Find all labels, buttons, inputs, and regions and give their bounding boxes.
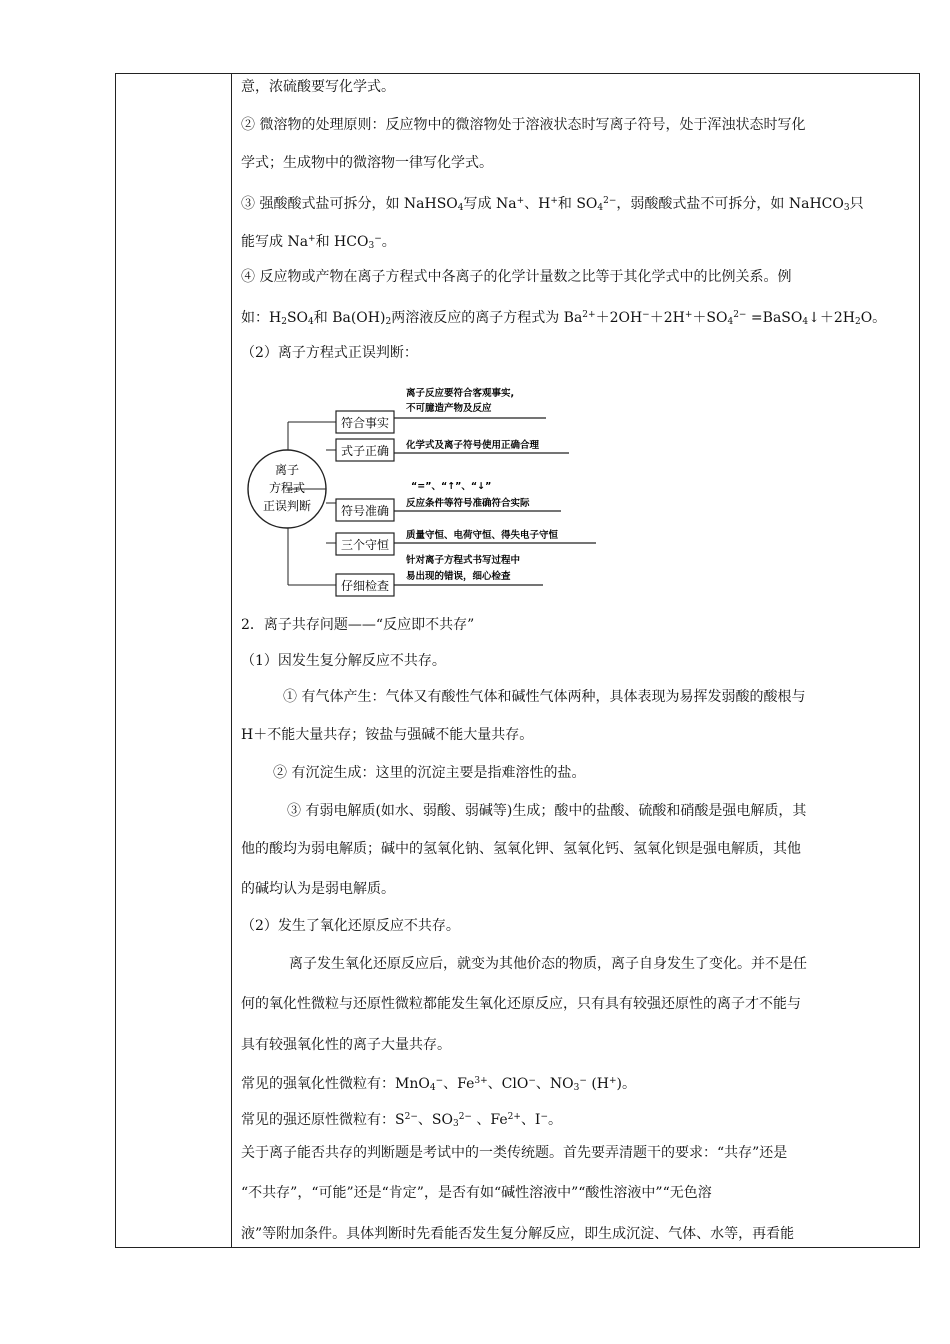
superscript: 2− bbox=[404, 1112, 418, 1122]
superscript: − bbox=[528, 1076, 536, 1086]
superscript: − bbox=[579, 1076, 587, 1086]
branch-note: 不可臆造产物及反应 bbox=[406, 403, 492, 414]
text-span: 能写成 Na bbox=[241, 234, 309, 250]
text-line: ② 有沉淀生成：这里的沉淀主要是指难溶性的盐。 bbox=[273, 765, 586, 781]
superscript: 2+ bbox=[507, 1112, 521, 1122]
subscript: 4 bbox=[802, 317, 809, 327]
text-span: 、I bbox=[520, 1112, 541, 1128]
superscript: + bbox=[609, 1076, 617, 1086]
column-divider bbox=[231, 73, 232, 1248]
mind-map-diagram bbox=[241, 378, 621, 603]
branch-label: 三个守恒 bbox=[340, 538, 390, 552]
subscript: 2 bbox=[854, 317, 861, 327]
text-line bbox=[241, 1071, 636, 1098]
branch-note: 易出现的错误，细心检查 bbox=[406, 571, 511, 582]
text-span: 、Fe bbox=[471, 1112, 508, 1128]
text-span: 。 bbox=[548, 1112, 563, 1128]
text-span: )。 bbox=[616, 1076, 637, 1092]
text-line bbox=[241, 191, 864, 218]
text-span: 两溶液反应的离子方程式为 Ba bbox=[391, 310, 583, 326]
branch-note: 针对离子方程式书写过程中 bbox=[406, 555, 521, 566]
superscript: 2− bbox=[603, 196, 617, 206]
branch-note: 离子反应要符合客观事实, bbox=[406, 388, 515, 399]
text-span: 常见的强氧化性微粒有：MnO bbox=[241, 1076, 430, 1092]
text-span: ＋2OH bbox=[595, 310, 643, 326]
superscript: − bbox=[435, 1076, 444, 1086]
text-span: O。 bbox=[860, 310, 887, 326]
subscript: 4 bbox=[597, 203, 604, 213]
text-span: ↓＋2H bbox=[808, 310, 855, 326]
text-span: 常见的强还原性微粒有：S bbox=[241, 1112, 405, 1128]
text-span: 和 Ba(OH) bbox=[313, 310, 386, 326]
branch-label: 符合事实 bbox=[340, 416, 390, 430]
text-line: ② 微溶物的处理原则：反应物中的微溶物处于溶液状态时写离子符号，处于浑浊状态时写化 bbox=[241, 117, 806, 133]
text-line: （2）离子方程式正误判断： bbox=[241, 345, 418, 361]
text-line: H＋不能大量共存；铵盐与强碱不能大量共存。 bbox=[241, 727, 534, 743]
text-span: 、Fe bbox=[443, 1076, 475, 1092]
superscript: 2− bbox=[733, 310, 747, 320]
branch-label: 符号准确 bbox=[340, 504, 390, 518]
superscript: + bbox=[550, 196, 558, 206]
text-line: 2．离子共存问题——“反应即不共存” bbox=[241, 617, 475, 633]
subscript: 3 bbox=[452, 1119, 459, 1129]
superscript: 2+ bbox=[582, 310, 596, 320]
text-line: 他的酸均为弱电解质；碱中的氢氧化钠、氢氧化钾、氢氧化钙、氢氧化钡是强电解质，其他 bbox=[241, 841, 801, 857]
superscript: + bbox=[308, 234, 316, 244]
text-line: 何的氧化性微粒与还原性微粒都能发生氧化还原反应，只有具有较强还原性的离子才不能与 bbox=[241, 996, 801, 1012]
subscript: 4 bbox=[308, 317, 314, 327]
text-line bbox=[241, 229, 396, 256]
text-line: ① 有气体产生：气体又有酸性气体和碱性气体两种，具体表现为易挥发弱酸的酸根与 bbox=[283, 689, 806, 705]
text-line: （2）发生了氧化还原反应不共存。 bbox=[241, 918, 460, 934]
branch-note: 化学式及离子符号使用正确合理 bbox=[406, 440, 540, 451]
text-span: 。 bbox=[381, 234, 396, 250]
text-span: ③ 强酸酸式盐可拆分，如 NaHSO bbox=[241, 196, 458, 212]
text-span: =BaSO bbox=[746, 310, 803, 326]
text-span: 、SO bbox=[417, 1112, 453, 1128]
superscript: 2− bbox=[458, 1112, 472, 1122]
text-line: 的碱均认为是弱电解质。 bbox=[241, 881, 395, 897]
superscript: 3+ bbox=[474, 1076, 488, 1086]
text-span: ＋2H bbox=[649, 310, 685, 326]
subscript: 4 bbox=[429, 1083, 436, 1093]
text-line bbox=[241, 305, 886, 332]
text-span: 、ClO bbox=[487, 1076, 529, 1092]
text-span: SO bbox=[286, 310, 309, 326]
subscript: 3 bbox=[843, 203, 850, 213]
branch-note: 反应条件等符号准确符合实际 bbox=[406, 498, 530, 509]
text-span: ＋SO bbox=[692, 310, 728, 326]
center-label: 正误判断 bbox=[262, 499, 312, 513]
text-line: ④ 反应物或产物在离子方程式中各离子的化学计量数之比等于其化学式中的比例关系。例 bbox=[241, 269, 792, 285]
text-span: 写成 Na bbox=[463, 196, 517, 212]
text-line: 学式；生成物中的微溶物一律写化学式。 bbox=[241, 155, 493, 171]
text-line: 液”等附加条件。具体判断时先看能否发生复分解反应，即生成沉淀、气体、水等，再看能 bbox=[241, 1226, 795, 1242]
subscript: 3 bbox=[368, 241, 375, 251]
subscript: 2 bbox=[281, 317, 287, 327]
superscript: − bbox=[540, 1112, 549, 1122]
text-span: 、NO bbox=[535, 1076, 574, 1092]
text-span: 、H bbox=[524, 196, 551, 212]
text-span: 如：H bbox=[241, 310, 282, 326]
branch-label: 式子正确 bbox=[340, 444, 390, 458]
superscript: + bbox=[684, 310, 693, 320]
center-label: 离子 bbox=[274, 463, 300, 477]
text-line bbox=[241, 1107, 562, 1134]
text-span: ，弱酸酸式盐不可拆分，如 NaHCO bbox=[616, 196, 844, 212]
text-line: （1）因发生复分解反应不共存。 bbox=[241, 653, 446, 669]
text-span: (H bbox=[586, 1076, 609, 1092]
subscript: 2 bbox=[385, 317, 392, 327]
text-span: 只 bbox=[849, 196, 864, 212]
center-label: 方程式 bbox=[268, 481, 306, 495]
text-line: 具有较强氧化性的离子大量共存。 bbox=[241, 1037, 451, 1053]
branch-note: “=”、“↑”、“↓” bbox=[411, 481, 492, 492]
text-line: 关于离子能否共存的判断题是考试中的一类传统题。首先要弄清题干的要求：“共存”还是 bbox=[241, 1145, 788, 1161]
text-line: ③ 有弱电解质(如水、弱酸、弱碱等)生成；酸中的盐酸、硫酸和硝酸是强电解质，其 bbox=[287, 803, 807, 819]
subscript: 3 bbox=[573, 1083, 580, 1093]
text-line: “不共存”，“可能”还是“肯定”，是否有如“碱性溶液中”“酸性溶液中”“无色溶 bbox=[241, 1185, 712, 1201]
text-span: 和 HCO bbox=[315, 234, 369, 250]
superscript: − bbox=[374, 234, 382, 244]
branch-note: 质量守恒、电荷守恒、得失电子守恒 bbox=[406, 530, 559, 541]
subscript: 4 bbox=[457, 203, 464, 213]
subscript: 4 bbox=[727, 317, 734, 327]
branch-label: 仔细检查 bbox=[340, 579, 390, 593]
text-line: 离子发生氧化还原反应后，就变为其他价态的物质，离子自身发生了变化。并不是任 bbox=[289, 956, 807, 972]
superscript: − bbox=[642, 310, 650, 320]
text-span: 和 SO bbox=[557, 196, 598, 212]
text-line: 意，浓硫酸要写化学式。 bbox=[241, 79, 395, 95]
superscript: + bbox=[516, 196, 525, 206]
